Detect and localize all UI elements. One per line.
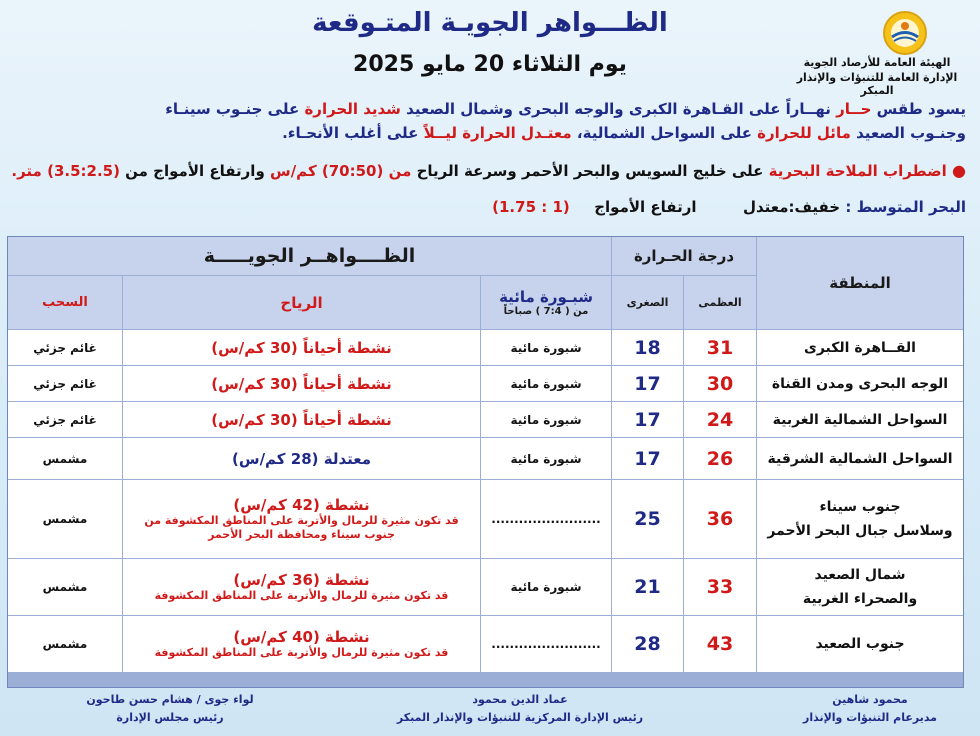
table-cell-min: 17 [612, 366, 683, 401]
table-cell-wind [123, 402, 480, 437]
table-cell-wind [123, 366, 480, 401]
table-cell-clouds: مشمس [8, 438, 122, 479]
region-name: السواحل الشمالية الشرقية [767, 450, 953, 467]
region-name: الوجه البحرى ومدن القناة [771, 375, 949, 392]
mediterranean-state: البحر المتوسط : خفيف:معتدل ارتفاع الأمواج (1 : 1.75) [492, 198, 966, 216]
table-cell-max: 43 [684, 616, 756, 672]
table-cell-max: 26 [684, 438, 756, 479]
region-name: القــاهرة الكبرى [804, 339, 916, 356]
signatory-left-title: رئيس مجلس الإدارة [116, 711, 224, 724]
table-cell-max: 36 [684, 480, 756, 558]
region-name-line2: والصحراء الغربية [802, 591, 918, 607]
marine-warning: ● اضطراب الملاحة البحرية على خليج السويس والبحر الأحمر وسرعة الرياح من (70:50) كم/س وارتفاع الأمواج من (3.5:2.5) متر. [11, 161, 966, 180]
wind-value: نشطة أحياناً (30 كم/س) [211, 410, 392, 429]
wind-note: قد تكون مثيرة للرمال والأتربة على المناطق المكشوفة [154, 646, 449, 659]
table-cell-fog: شبورة مائية [481, 402, 611, 437]
wind-note: قد تكون مثيرة للرمال والأتربة على المناطق المكشوفة من جنوب سيناء ومحافظة البحر الأحمر [144, 514, 459, 541]
wind-note: قد تكون مثيرة للرمال والأتربة على المناطق المكشوفة [154, 589, 449, 602]
header-clouds: السحب [8, 276, 122, 329]
forecast-table [7, 236, 964, 688]
table-cell-min: 17 [612, 438, 683, 479]
ema-logo-icon [882, 10, 928, 56]
signatory-center-title: رئيس الإدارة المركزية للتنبؤات والإنذار المبكر [396, 711, 644, 724]
region-name: شمال الصعيد [814, 567, 906, 583]
region-name: السواحل الشمالية الغربية [772, 411, 948, 428]
region-name-line2: وسلاسل جبال البحر الأحمر [767, 523, 953, 539]
table-cell-fog: ........................ [481, 616, 611, 672]
table-cell-wind [123, 559, 480, 615]
table-cell-min: 28 [612, 616, 683, 672]
table-cell-clouds: مشمس [8, 480, 122, 558]
table-cell-clouds: مشمس [8, 616, 122, 672]
header-temperature: درجة الحـرارة [612, 237, 756, 275]
table-cell-min: 17 [612, 402, 683, 437]
header-min: الصغرى [612, 276, 683, 329]
table-cell-wind [123, 616, 480, 672]
table-cell-fog: شبورة مائية [481, 366, 611, 401]
wind-value: نشطة (42 كم/س) [233, 496, 370, 514]
table-cell-region [757, 330, 963, 365]
summary-line-2: وجنـوب الصعيد مائل للحرارة على السواحل الشمالية، معتـدل الحرارة ليــلاً على أغلب الأنحـاء. [282, 124, 966, 142]
org-department: الإدارة العامة للتنبؤات والإنذار المبكر [796, 71, 958, 97]
org-name: الهيئة العامة للأرصاد الجوية [803, 56, 951, 69]
table-cell-fog: شبورة مائية [481, 559, 611, 615]
signatory-right-title: مديرعام التنبؤات والإنذار [803, 711, 937, 724]
table-cell-max: 31 [684, 330, 756, 365]
table-cell-fog: شبورة مائية [481, 330, 611, 365]
region-name: جنوب سيناء [819, 499, 901, 515]
header-phenomena: الظــــواهــر الجويـــــة [8, 237, 611, 275]
table-cell-region [757, 402, 963, 437]
table-cell-fog: شبورة مائية [481, 438, 611, 479]
table-cell-wind [123, 330, 480, 365]
table-cell-region [757, 616, 963, 672]
table-cell-max: 24 [684, 402, 756, 437]
wind-value: نشطة (36 كم/س) [233, 571, 370, 589]
table-cell-clouds: غائم جزئي [8, 402, 122, 437]
table-cell-min: 18 [612, 330, 683, 365]
table-cell-max: 30 [684, 366, 756, 401]
wind-value: نشطة أحياناً (30 كم/س) [211, 338, 392, 357]
header-fog: شبـورة مائية من ( 7:4 ) صباحاً [481, 276, 611, 329]
table-cell-fog: ........................ [481, 480, 611, 558]
table-cell-region [757, 559, 963, 615]
header-region: المنطقة [757, 237, 963, 329]
wind-value: معتدلة (28 كم/س) [232, 449, 371, 468]
table-cell-region [757, 366, 963, 401]
page-title: الظـــواهر الجويـة المتـوقعة [312, 8, 668, 38]
table-cell-region [757, 438, 963, 479]
header-wind: الرياح [123, 276, 480, 329]
forecast-date: يوم الثلاثاء 20 مايو 2025 [353, 52, 627, 77]
signatory-left-name: لواء جوى / هشام حسن طاحون [86, 693, 254, 706]
region-name: جنوب الصعيد [815, 636, 905, 652]
wind-value: نشطة (40 كم/س) [233, 628, 370, 646]
table-cell-region [757, 480, 963, 558]
table-cell-wind [123, 480, 480, 558]
header-max: العظمى [684, 276, 756, 329]
wind-value: نشطة أحياناً (30 كم/س) [211, 374, 392, 393]
table-cell-max: 33 [684, 559, 756, 615]
summary-line-1: يسود طقس حــار نهــاراً على القـاهرة الكبرى والوجه البحرى وشمال الصعيد شديد الحرارة على جنـوب سينـاء [165, 100, 966, 118]
bullet-icon: ● [952, 161, 966, 180]
signatory-center-name: عماد الدين محمود [472, 693, 568, 706]
table-cell-min: 25 [612, 480, 683, 558]
table-cell-clouds: غائم جزئي [8, 366, 122, 401]
signatory-right-name: محمود شاهين [832, 693, 908, 706]
table-cell-clouds: غائم جزئي [8, 330, 122, 365]
table-cell-wind [123, 438, 480, 479]
table-cell-min: 21 [612, 559, 683, 615]
table-cell-clouds: مشمس [8, 559, 122, 615]
